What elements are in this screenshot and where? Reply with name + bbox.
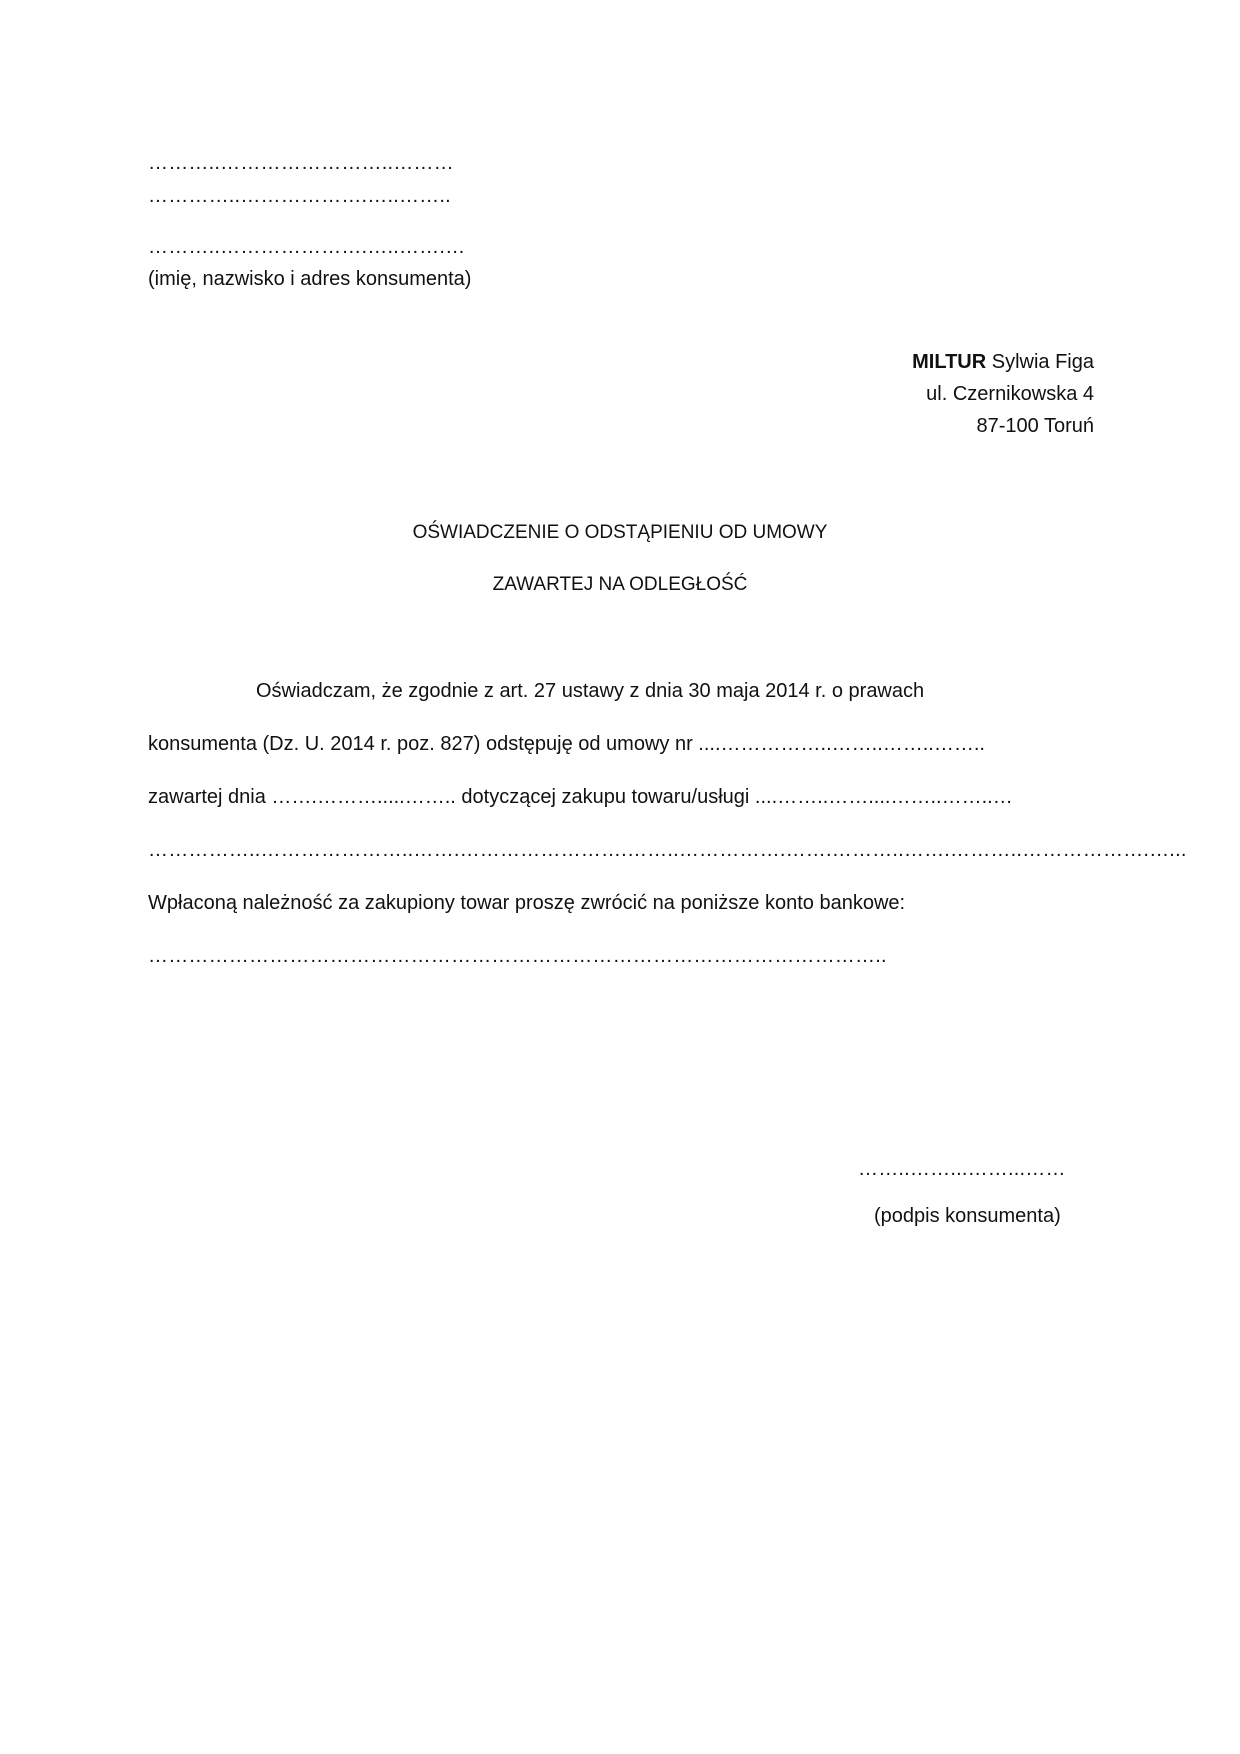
- signature-caption: (podpis konsumenta): [874, 1205, 1061, 1227]
- recipient-company: [912, 349, 1094, 375]
- recipient-company-rest: Sylwia Figa: [986, 351, 1094, 373]
- recipient-company-bold: MILTUR: [912, 351, 987, 373]
- declaration-line-4: ……………..…………………..…….…………………….……..…………….…….………..…….………..……………….…...: [148, 839, 1187, 861]
- declaration-line-3: zawartej dnia …….……….....…….. dotyczącej zakupu towaru/usługi ....……..……....……..……..…: [148, 786, 1013, 808]
- consumer-caption: (imię, nazwisko i adres konsumenta): [148, 268, 472, 290]
- document-title-line-1: OŚWIADCZENIE O ODSTĄPIENIU OD UMOWY: [412, 522, 828, 543]
- declaration-line-2: konsumenta (Dz. U. 2014 r. poz. 827) odstępuję od umowy nr ....……………..……..……..……..: [148, 733, 985, 755]
- refund-request-line: Wpłaconą należność za zakupiony towar proszę zwrócić na poniższe konto bankowe:: [148, 892, 906, 914]
- bank-account-line: ………………………………………………………………………………………………..: [148, 945, 887, 967]
- consumer-name-line: ………..……………………..………: [148, 152, 454, 174]
- document-title-line-2: ZAWARTEJ NA ODLEGŁOŚĆ: [492, 574, 748, 595]
- recipient-street: ul. Czernikowska 4: [926, 383, 1094, 405]
- consumer-address-line-1: …………..……………….…..……..: [148, 185, 451, 207]
- recipient-city: 87-100 Toruń: [976, 415, 1094, 437]
- declaration-line-1: Oświadczam, że zgodnie z art. 27 ustawy z dnia 30 maja 2014 r. o prawach: [256, 680, 925, 702]
- consumer-address-line-2: ………..………………….…..…….…: [148, 236, 466, 258]
- signature-line: ……..……...……...……: [858, 1158, 1066, 1180]
